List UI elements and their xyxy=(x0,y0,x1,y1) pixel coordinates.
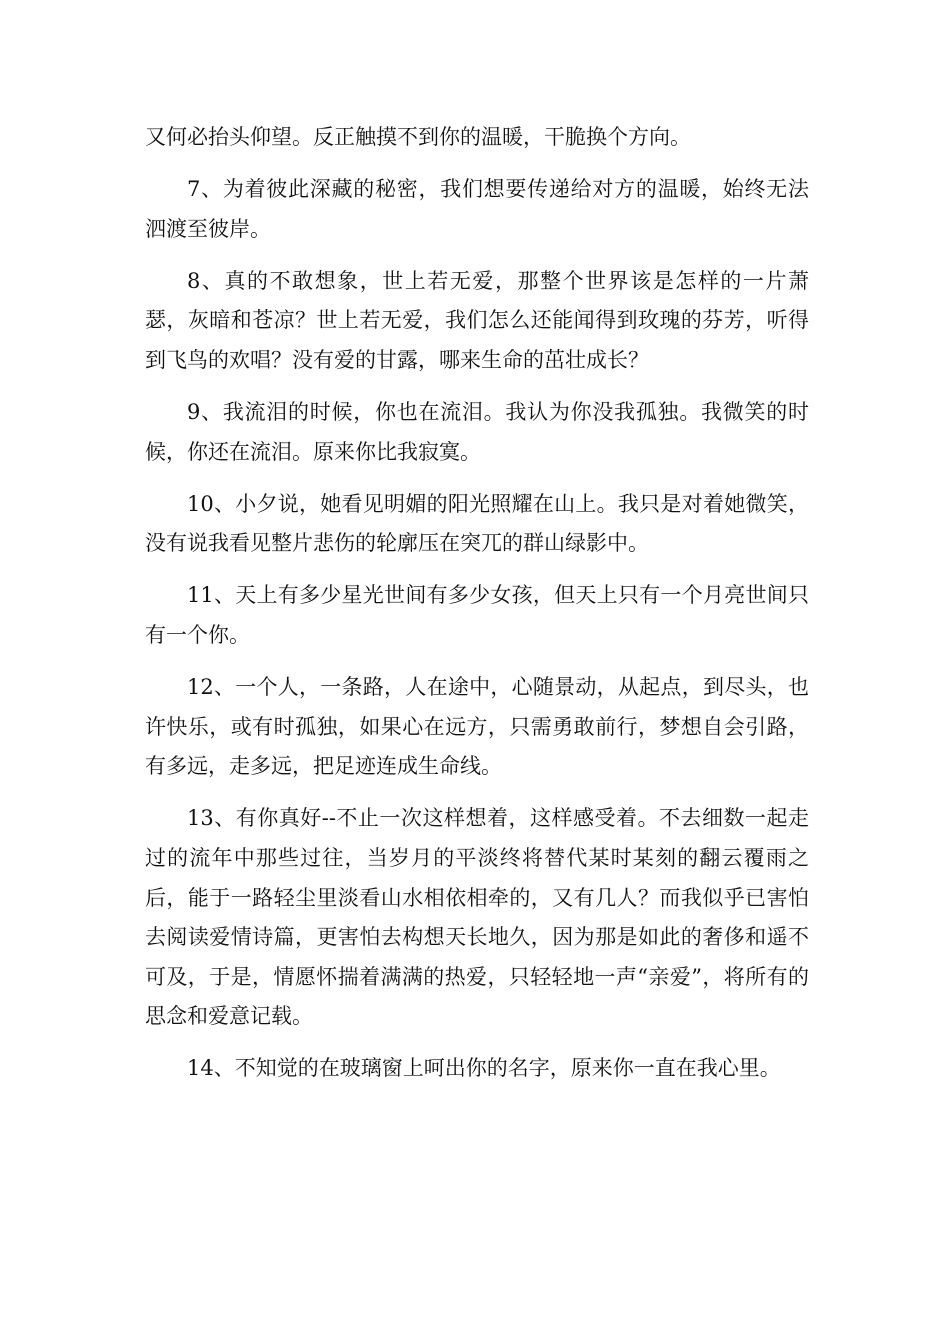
document-body xyxy=(145,118,809,1102)
paragraph-11: 11、天上有多少星光世间有多少女孩，但天上只有一个月亮世间只有一个你。 xyxy=(145,583,809,648)
paragraph-8: 8、真的不敢想象，世上若无爱，那整个世界该是怎样的一片萧瑟，灰暗和苍凉？世上若无爱，我们怎么还能闻得到玫瑰的芬芳，听得到飞鸟的欢唱？没有爱的甘露，哪来生命的茁壮成长？ xyxy=(145,268,809,372)
paragraph-10: 10、小夕说，她看见明媚的阳光照耀在山上。我只是对着她微笑，没有说我看见整片悲伤的轮廓压在突兀的群山绿影中。 xyxy=(145,491,809,556)
paragraph-12: 12、一个人，一条路，人在途中，心随景动，从起点，到尽头，也许快乐，或有时孤独，如果心在远方，只需勇敢前行，梦想自会引路，有多远，走多远，把足迹连成生命线。 xyxy=(145,675,809,779)
paragraph-9: 9、我流泪的时候，你也在流泪。我认为你没我孤独。我微笑的时候，你还在流泪。原来你比我寂寞。 xyxy=(145,400,809,464)
paragraph-7: 7、为着彼此深藏的秘密，我们想要传递给对方的温暖，始终无法泗渡至彼岸。 xyxy=(145,177,809,241)
paragraph-continued: 又何必抬头仰望。反正触摸不到你的温暖，干脆换个方向。 xyxy=(145,125,691,149)
paragraph-14: 14、不知觉的在玻璃窗上呵出你的名字，原来你一直在我心里。 xyxy=(187,1056,781,1081)
paragraph-13: 13、有你真好--不止一次这样想着，这样感受着。不去细数一起走过的流年中那些过往，当岁月的平淡终将替代某时某刻的翻云覆雨之后，能于一路轻尘里淡看山水相依相牵的，又有几人？而我似乎已害怕去阅读爱情诗篇，更害怕去构想天长地久，因为那是如此的奢侈和遥不可及，于是，情愿怀揣着满满的热爱，只轻轻地一声“亲爱”，将所有的思念和爱意记载。 xyxy=(145,806,809,1029)
